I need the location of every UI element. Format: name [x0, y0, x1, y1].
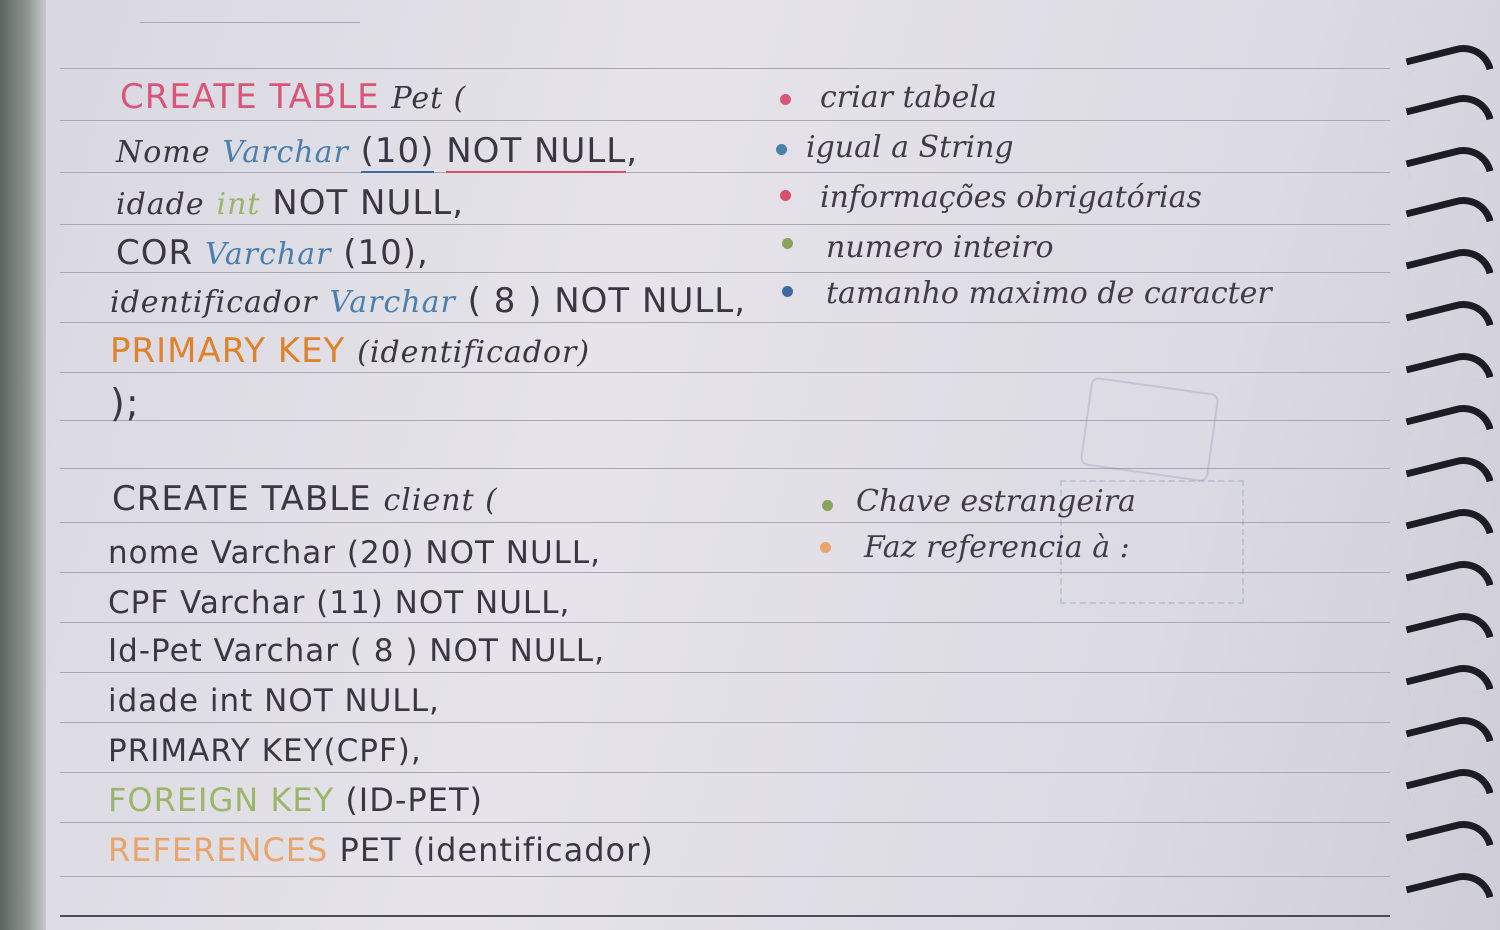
spiral-ring — [1405, 502, 1493, 552]
spiral-ring — [1405, 658, 1493, 708]
spiral-ring — [1405, 866, 1493, 916]
pet-column-cor: COR Varchar (10), — [116, 233, 429, 273]
navy-bullet — [782, 286, 793, 297]
spiral-ring — [1405, 88, 1493, 138]
pet-column-idade: idade int NOT NULL, — [116, 183, 465, 223]
spiral-ring — [1405, 606, 1493, 656]
pink-bullet — [780, 94, 791, 105]
note-obrigatorias: informações obrigatórias — [820, 180, 1202, 215]
spiral-ring — [1405, 814, 1493, 864]
note-tamanho: tamanho maximo de caracter — [826, 276, 1272, 311]
ruled-line — [60, 224, 1390, 225]
spiral-ring — [1405, 140, 1493, 190]
green-bullet — [782, 238, 793, 249]
create-table-keyword: CREATE TABLE — [120, 77, 380, 117]
spiral-ring — [1405, 38, 1493, 88]
spiral-ring — [1405, 554, 1493, 604]
bleed-through-shape — [1079, 376, 1219, 482]
ruled-line — [60, 722, 1390, 723]
client-foreign-key: FOREIGN KEY (ID-PET) — [108, 781, 483, 819]
pet-column-identificador: identificador Varchar ( 8 ) NOT NULL, — [110, 281, 747, 321]
bottom-line — [60, 915, 1390, 917]
client-column-nome: nome Varchar (20) NOT NULL, — [108, 535, 602, 571]
ruled-line — [60, 322, 1390, 323]
ruled-line — [60, 68, 1390, 69]
pet-table-heading — [120, 77, 467, 117]
ruled-line — [60, 822, 1390, 823]
note-faz-referencia: Faz referencia à : — [864, 530, 1130, 565]
spiral-ring — [1405, 450, 1493, 500]
peach-bullet — [820, 542, 831, 553]
spiral-binding — [1390, 0, 1500, 930]
spiral-ring — [1405, 398, 1493, 448]
spiral-ring — [1405, 762, 1493, 812]
client-column-idade: idade int NOT NULL, — [108, 683, 440, 719]
spiral-ring — [1405, 346, 1493, 396]
note-criar-tabela: criar tabela — [820, 80, 997, 115]
ruled-line — [60, 876, 1390, 877]
green-bullet — [822, 500, 833, 511]
spiral-ring — [1405, 242, 1493, 292]
ruled-line — [60, 272, 1390, 273]
pet-primary-key: PRIMARY KEY (identificador) — [110, 331, 591, 371]
ruled-line — [60, 372, 1390, 373]
note-inteiro: numero inteiro — [826, 230, 1054, 265]
ruled-line — [60, 672, 1390, 673]
ruled-line — [60, 622, 1390, 623]
client-column-cpf: CPF Varchar (11) NOT NULL, — [108, 585, 571, 621]
spiral-ring — [1405, 190, 1493, 240]
page-edge — [0, 0, 46, 930]
spiral-ring — [1405, 294, 1493, 344]
table-name: Pet ( — [391, 81, 467, 116]
client-references: REFERENCES PET (identificador) — [108, 831, 654, 869]
blue-bullet — [776, 144, 787, 155]
ruled-line — [60, 172, 1390, 173]
pet-column-nome: Nome Varchar (10) NOT NULL, — [116, 131, 639, 171]
client-primary-key: PRIMARY KEY(CPF), — [108, 733, 422, 769]
header-date-lines — [140, 8, 360, 23]
client-column-id-pet: Id-Pet Varchar ( 8 ) NOT NULL, — [108, 633, 605, 669]
spiral-ring — [1405, 710, 1493, 760]
ruled-line — [60, 120, 1390, 121]
red-bullet — [780, 190, 791, 201]
client-table-heading: CREATE TABLE client ( — [112, 479, 498, 519]
pet-close: ); — [110, 381, 140, 425]
ruled-line — [60, 772, 1390, 773]
note-chave-estrangeira: Chave estrangeira — [856, 484, 1136, 519]
note-string: igual a String — [806, 130, 1014, 165]
